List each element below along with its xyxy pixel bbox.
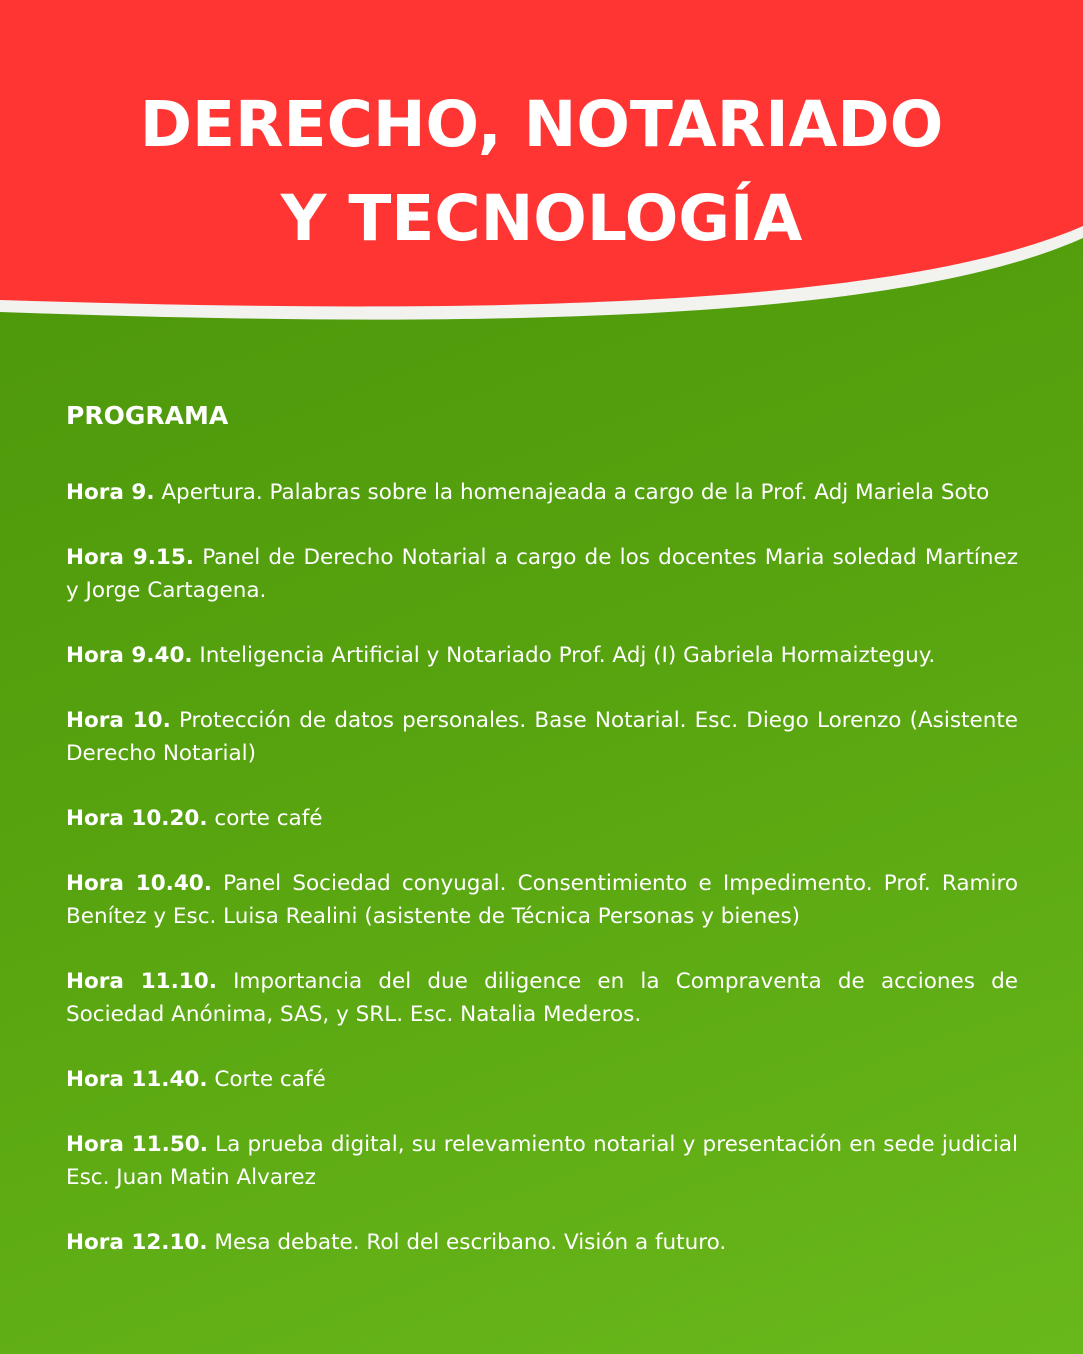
program-list — [66, 476, 1018, 1259]
item-text: La prueba digital, su relevamiento notarial y presentación en sede judicial Esc. Juan Matin Alvarez — [66, 1132, 1018, 1190]
item-time: Hora 11.10. — [66, 969, 217, 994]
item-time: Hora 11.40. — [66, 1067, 208, 1092]
item-text: Corte café — [214, 1067, 326, 1092]
list-item — [66, 965, 1018, 1031]
list-item — [66, 1226, 1018, 1259]
list-item — [66, 476, 1018, 509]
item-text: Panel de Derecho Notarial a cargo de los docentes Maria soledad Martínez y Jorge Cartagena. — [66, 545, 1019, 603]
item-time: Hora 9. — [66, 480, 155, 505]
item-text: Protección de datos personales. Base Notarial. Esc. Diego Lorenzo (Asistente Derecho Notarial) — [66, 708, 1018, 766]
title-line-2: Y TECNOLOGÍA — [280, 182, 803, 255]
item-text: Importancia del due diligence en la Compraventa de acciones de Sociedad Anónima, SAS, y SRL. Esc. Natalia Mederos. — [66, 969, 1018, 1027]
item-time: Hora 10. — [66, 708, 171, 733]
item-time: Hora 11.50. — [66, 1132, 208, 1157]
list-item — [66, 541, 1018, 607]
program-heading: PROGRAMA — [66, 401, 229, 430]
item-time: Hora 10.40. — [66, 871, 212, 896]
item-text: Mesa debate. Rol del escribano. Visión a futuro. — [214, 1230, 727, 1255]
item-text: Inteligencia Artificial y Notariado Prof. Adj (I) Gabriela Hormaizteguy. — [199, 643, 936, 668]
list-item — [66, 704, 1018, 770]
item-text: Apertura. Palabras sobre la homenajeada a cargo de la Prof. Adj Mariela Soto — [161, 480, 990, 505]
title-line-1: DERECHO, NOTARIADO — [139, 88, 944, 161]
list-item — [66, 639, 1018, 672]
item-time: Hora 10.20. — [66, 806, 208, 831]
item-text: corte café — [214, 806, 323, 831]
program-section — [66, 396, 1018, 1291]
list-item — [66, 1128, 1018, 1194]
item-text: Panel Sociedad conyugal. Consentimiento e Impedimento. Prof. Ramiro Benítez y Esc. Luisa Realini (asistente de Técnica Personas y bienes) — [66, 871, 1018, 929]
page-title — [0, 78, 1083, 266]
item-time: Hora 9.40. — [66, 643, 193, 668]
item-time: Hora 9.15. — [66, 545, 194, 570]
item-time: Hora 12.10. — [66, 1230, 208, 1255]
list-item — [66, 1063, 1018, 1096]
list-item — [66, 867, 1018, 933]
list-item — [66, 802, 1018, 835]
